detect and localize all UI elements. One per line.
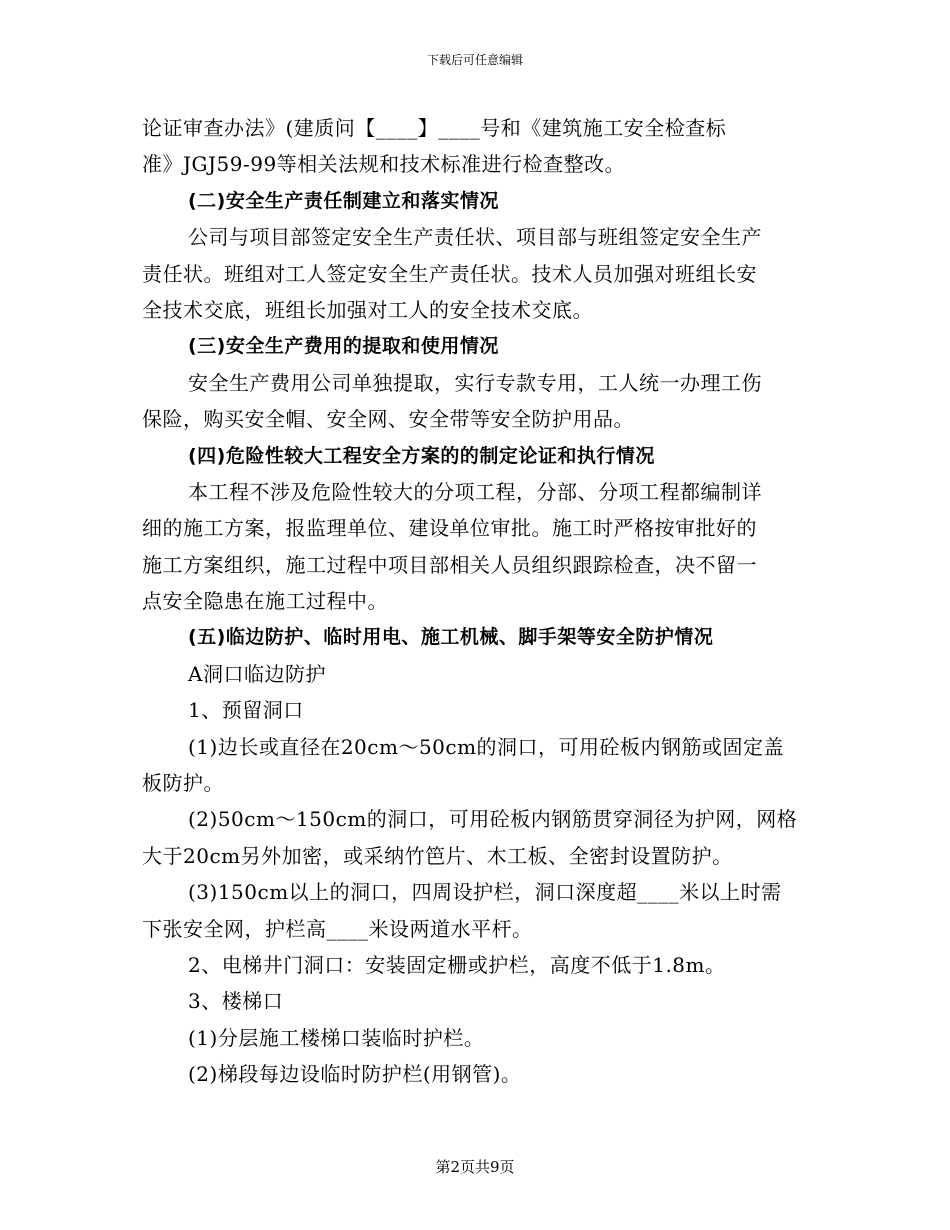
page-number: 第2页共9页 [435,1158,515,1176]
text-line: 细的施工方案，报监理单位、建设单位审批。施工时严格按审批好的 [142,516,757,541]
section-heading: (四)危险性较大工程安全方案的的制定论证和执行情况 [188,444,655,467]
text-line: (2)梯段每边设临时防护栏(用钢管)。 [188,1062,522,1087]
page-header: 下载后可任意编辑 [426,53,523,67]
text-line: (2)50cm～150cm的洞口，可用砼板内钢筋贯穿洞径为护网，网格 [188,807,798,832]
text-line: 安全生产费用公司单独提取，实行专款专用，工人统一办理工伤 [188,370,762,395]
text-line: 责任状。班组对工人签定安全生产责任状。技术人员加强对班组长安 [142,261,757,286]
text-line: 施工方案组织，施工过程中项目部相关人员组织跟踪检查，决不留一 [142,552,757,577]
text-line: 全技术交底，班组长加强对工人的安全技术交底。 [142,297,593,322]
text-line: 2、电梯井门洞口：安装固定栅或护栏，高度不低于1.8m。 [188,952,726,977]
text-line: 下张安全网，护栏高____米设两道水平杆。 [142,916,533,941]
text-line: (3)150cm以上的洞口，四周设护栏，洞口深度超____米以上时需 [188,880,782,905]
text-line: 点安全隐患在施工过程中。 [142,589,388,614]
text-line: 公司与项目部签定安全生产责任状、项目部与班组签定安全生产 [188,225,762,250]
text-line: 本工程不涉及危险性较大的分项工程，分部、分项工程都编制详 [188,479,762,504]
text-line: 1、预留洞口 [188,698,304,723]
section-heading: (二)安全生产责任制建立和落实情况 [188,189,499,212]
text-line: 大于20cm另外加密，或采纳竹笆片、木工板、全密封设置防护。 [142,843,733,868]
text-line: (1)分层施工楼梯口装临时护栏。 [188,1025,485,1050]
section-heading: (三)安全生产费用的提取和使用情况 [188,335,499,358]
text-line: 论证审查办法》(建质问【____】____号和《建筑施工安全检查标 [142,116,727,140]
text-line: 保险，购买安全帽、安全网、安全带等安全防护用品。 [142,407,634,432]
text-line: 准》JGJ59-99等相关法规和技术标准进行检查整改。 [142,152,626,177]
text-line: A洞口临边防护 [188,661,326,686]
document-body [142,110,810,1093]
text-line: (1)边长或直径在20cm～50cm的洞口，可用砼板内钢筋或固定盖 [188,734,785,759]
text-line: 板防护。 [142,771,224,796]
text-line: 3、楼梯口 [188,989,284,1014]
section-heading: (五)临边防护、临时用电、施工机械、脚手架等安全防护情况 [188,626,714,649]
